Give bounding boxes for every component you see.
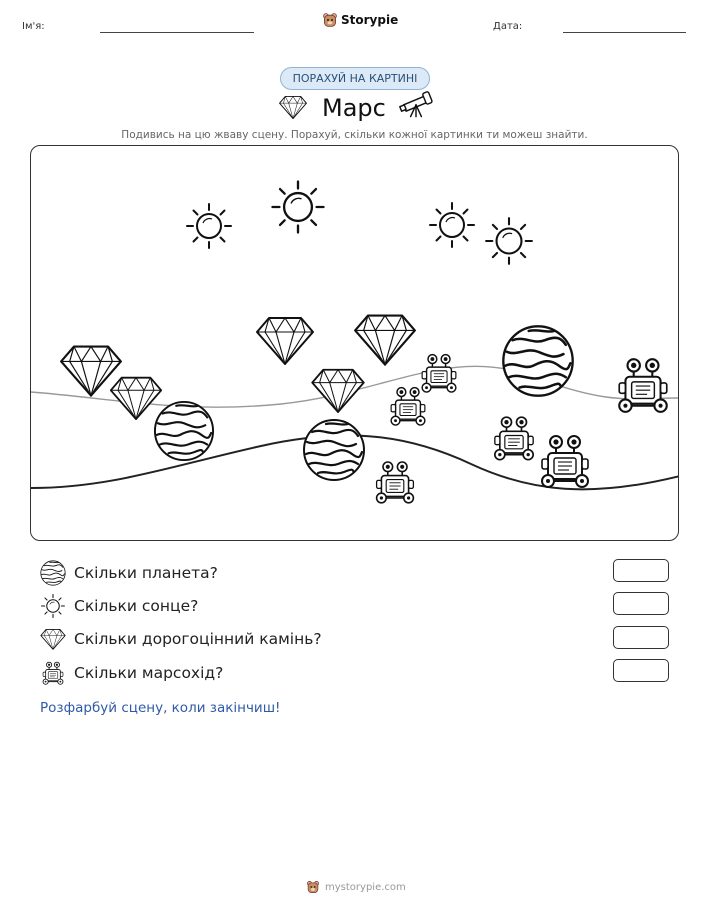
answer-box-planet[interactable] — [613, 559, 669, 582]
answer-box-gem[interactable] — [613, 626, 669, 649]
gem-icon — [278, 95, 308, 119]
gem-icon — [312, 370, 364, 412]
rover-icon — [495, 417, 533, 460]
coloring-instruction: Розфарбуй сцену, коли закінчиш! — [40, 700, 281, 716]
sun-icon — [187, 204, 231, 248]
planet-icon — [40, 560, 66, 586]
rover-icon — [40, 660, 66, 686]
scene-illustration — [31, 146, 679, 541]
name-label: Ім'я: — [22, 21, 45, 32]
telescope-icon — [398, 90, 434, 118]
rover-icon — [422, 355, 456, 392]
date-label: Дата: — [493, 21, 523, 32]
question-text: Скільки марсохід? — [74, 664, 224, 682]
gem-icon — [355, 316, 415, 365]
sun-icon — [430, 203, 474, 247]
question-gem — [40, 626, 322, 652]
mascot-icon — [322, 12, 338, 28]
question-text: Скільки сонце? — [74, 597, 199, 615]
planet-icon — [503, 326, 572, 395]
page-title: Марс — [322, 94, 386, 122]
rover-icon — [542, 436, 588, 487]
rover-icon — [391, 388, 425, 425]
question-text: Скільки дорогоцінний камінь? — [74, 630, 322, 648]
activity-tag: ПОРАХУЙ НА КАРТИНІ — [280, 67, 430, 90]
question-text: Скільки планета? — [74, 564, 218, 582]
instructions-subtitle: Подивись на цю жваву сцену. Порахуй, скільки кожної картинки ти можеш знайти. — [121, 129, 588, 141]
question-sun — [40, 593, 198, 619]
question-planet — [40, 560, 218, 586]
gem-icon — [257, 318, 313, 364]
planet-icon — [155, 402, 213, 460]
sun-icon — [486, 218, 532, 264]
footer-url[interactable]: mystorypie.com — [325, 881, 406, 893]
sun-icon — [40, 593, 66, 619]
footer — [306, 880, 406, 894]
rover-icon — [619, 359, 667, 412]
sun-icon — [272, 181, 323, 232]
rover-icon — [377, 462, 414, 503]
answer-box-sun[interactable] — [613, 592, 669, 615]
brand-logo — [322, 12, 398, 28]
brand-name: Storypie — [341, 13, 399, 27]
planet-icon — [304, 420, 364, 480]
gem-icon — [111, 378, 161, 419]
mascot-icon — [306, 880, 320, 894]
name-line[interactable] — [100, 32, 254, 33]
counting-scene — [30, 145, 679, 541]
answer-box-rover[interactable] — [613, 659, 669, 682]
gem-icon — [40, 626, 66, 652]
date-line[interactable] — [563, 32, 686, 33]
question-rover — [40, 660, 223, 686]
